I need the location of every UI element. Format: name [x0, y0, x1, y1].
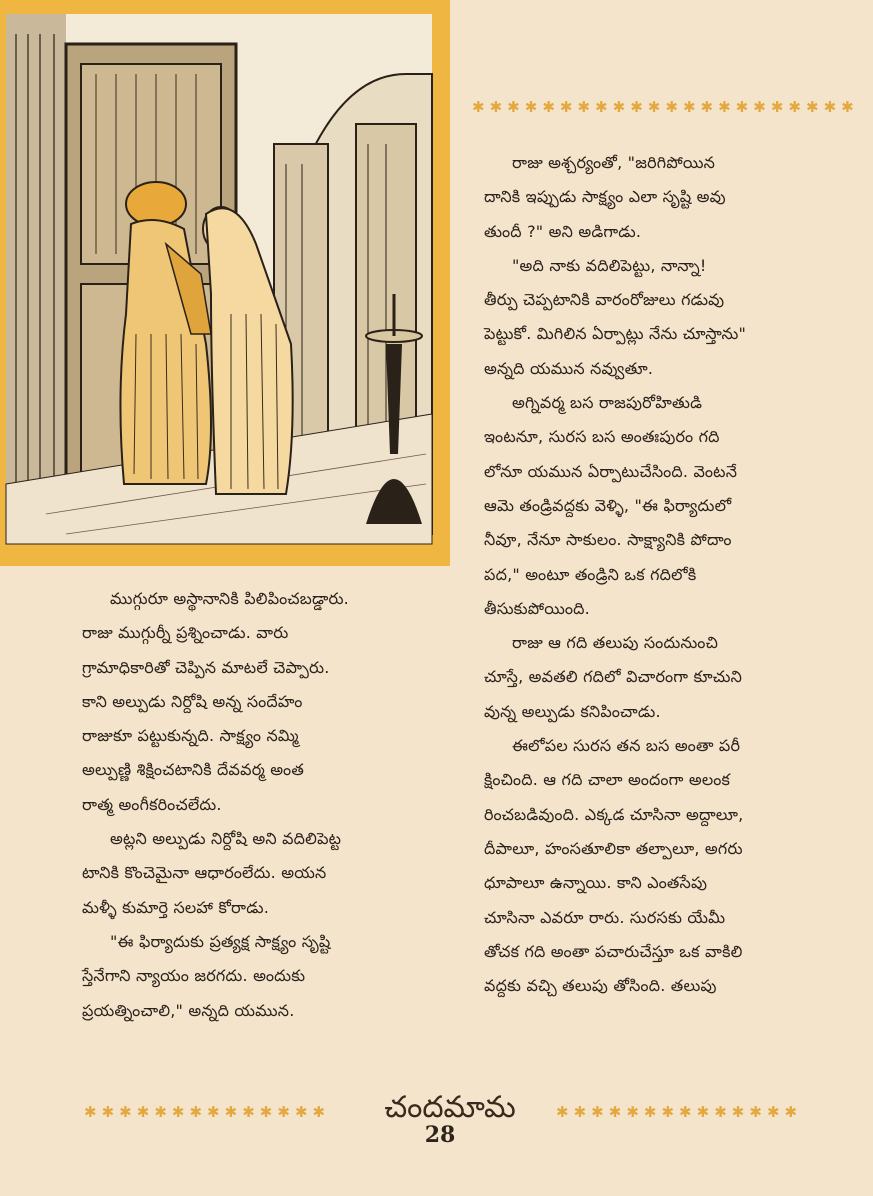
text-line: ముగ్గురూ అస్థానానికి పిలిపించబడ్డారు. — [110, 589, 349, 608]
page-number: 28 — [424, 1122, 456, 1148]
text-line: ప్రయత్నించాలి," అన్నది యమున. — [82, 1000, 295, 1020]
text-line: తీసుకుపోయింది. — [484, 598, 590, 618]
text-line: గ్రామాధికారితో చెప్పిన మాటలే చెప్పారు. — [82, 657, 330, 677]
text-line: "అది నాకు వదిలిపెట్టు, నాన్నా! — [512, 255, 707, 275]
illustration-frame — [0, 0, 450, 566]
text-line: లోనూ యమున ఏర్పాటుచేసింది. వెంటనే — [484, 461, 738, 481]
text-line: "ఈ ఫిర్యాదుకు ప్రత్యక్ష సాక్ష్యం సృష్టి — [110, 931, 331, 951]
text-line: మళ్ళీ కుమార్తె సలహా కోరాడు. — [82, 897, 270, 917]
left-text-column — [82, 582, 452, 1028]
text-line: ఈలోపల సురస తన బస అంతా పరీ — [512, 736, 741, 756]
illustration — [6, 14, 432, 544]
text-line: చూసినా ఎవరూ రారు. సురసకు యేమీ — [484, 907, 726, 927]
illustration-drawing — [6, 14, 432, 544]
text-line: వద్దకు వచ్చి తలుపు తోసింది. తలుపు — [484, 976, 717, 996]
text-line: రాజు ముగ్గుర్నీ ప్రశ్నించాడు. వారు — [82, 623, 289, 643]
text-line: వున్న అల్పుడు కనిపించాడు. — [484, 701, 661, 721]
footer-ornament-left: ✱ ✱ ✱ ✱ ✱ ✱ ✱ ✱ ✱ ✱ ✱ ✱ ✱ ✱ — [84, 1103, 327, 1121]
text-line: రాజుకూ పట్టుకున్నది. సాక్ష్యం నమ్మి — [82, 726, 299, 746]
top-ornament-border: ✱ ✱ ✱ ✱ ✱ ✱ ✱ ✱ ✱ ✱ ✱ ✱ ✱ ✱ ✱ ✱ ✱ ✱ ✱ ✱ ✱ ✱ — [472, 98, 855, 116]
text-line: అన్నది యమున నవ్వుతూ. — [484, 358, 654, 378]
footer-ornament-right: ✱ ✱ ✱ ✱ ✱ ✱ ✱ ✱ ✱ ✱ ✱ ✱ ✱ ✱ — [556, 1103, 799, 1121]
text-line: తీర్పు చెప్పటానికి వారంరోజులు గడువు — [484, 290, 725, 310]
text-line: నీవూ, నేనూ సాకులం. సాక్ష్యానికి పోదాం — [484, 530, 732, 550]
text-line: కాని అల్పుడు నిర్దోషి అన్న సందేహం — [82, 691, 303, 711]
text-line: తోచక గది అంతా పచారుచేస్తూ ఒక వాకిలి — [484, 941, 743, 961]
text-line: రించబడివుంది. ఎక్కడ చూసినా అద్దాలూ, — [484, 804, 744, 824]
text-line: ఆమె తండ్రివద్దకు వెళ్ళి, "ఈ ఫిర్యాదులో — [484, 495, 732, 515]
text-line: రాత్మ అంగీకరించలేదు. — [82, 794, 222, 814]
text-line: రాజు అశ్చర్యంతో, "జరిగిపోయిన — [512, 153, 716, 172]
right-text-column — [484, 146, 844, 1003]
text-line: ఇంటనూ, సురస బస అంతఃపురం గది — [484, 427, 720, 447]
text-line: దానికి ఇప్పుడు సాక్ష్యం ఎలా సృష్టి అవు — [484, 187, 726, 207]
text-line: పెట్టుకో. మిగిలిన ఏర్పాట్లు నేను చూస్తాను" — [484, 324, 747, 344]
text-line: తుందీ ?" అని అడిగాడు. — [484, 221, 642, 241]
text-line: అల్పుణ్ణి శిక్షించటానికి దేవవర్మ అంత — [82, 760, 304, 780]
text-line: పద," అంటూ తండ్రిని ఒక గదిలోకి — [484, 564, 697, 584]
magazine-title: చందమామ — [384, 1090, 516, 1125]
text-line: చూస్తే, అవతలి గదిలో విచారంగా కూచుని — [484, 667, 743, 687]
text-line: టానికి కొంచెమైనా ఆధారంలేదు. అయన — [82, 863, 327, 883]
text-line: అట్లని అల్పుడు నిర్దోషి అని వదిలిపెట్ట — [110, 829, 342, 849]
text-line: ధూపాలూ ఉన్నాయి. కాని ఎంతసేపు — [484, 873, 708, 893]
text-line: స్తేనేగాని న్యాయం జరగదు. అందుకు — [82, 966, 306, 986]
text-line: దీపాలూ, హంసతూలికా తల్పాలూ, అగరు — [484, 838, 743, 858]
text-line: రాజు ఆ గది తలుపు సందునుంచి — [512, 633, 719, 653]
text-line: అగ్నివర్మ బస రాజపురోహితుడి — [512, 393, 703, 413]
text-line: క్షించింది. ఆ గది చాలా అందంగా అలంక — [484, 770, 731, 790]
